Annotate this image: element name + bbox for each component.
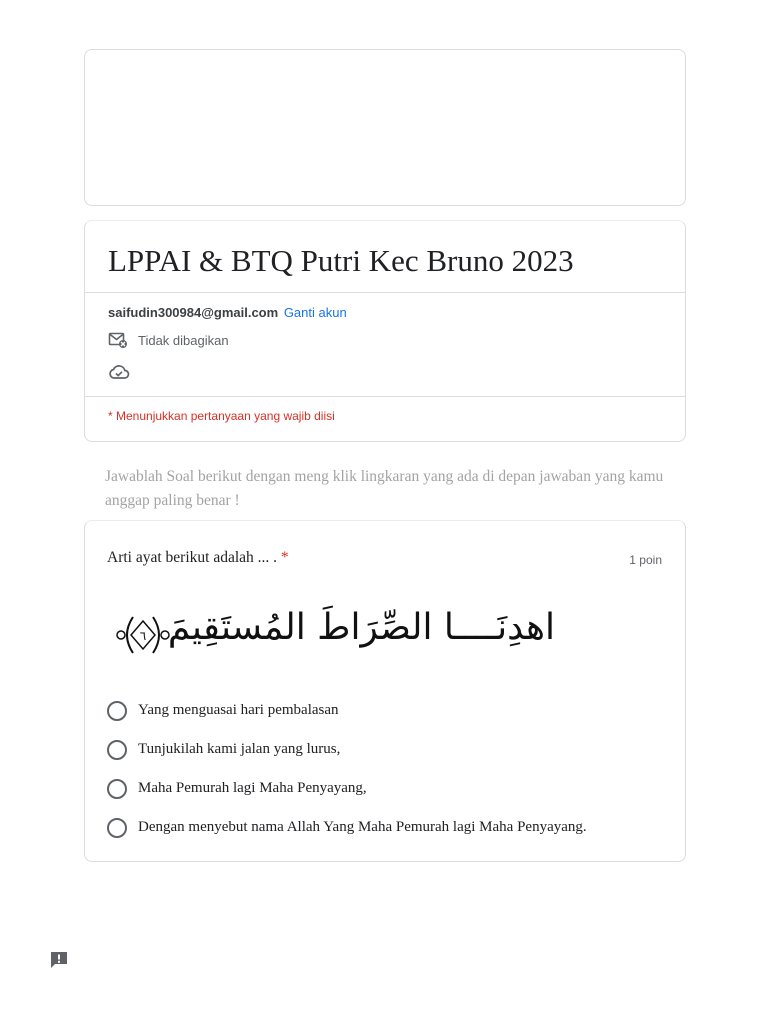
report-feedback-icon[interactable]: [49, 950, 69, 970]
question-points: 1 poin: [629, 553, 662, 567]
divider: [85, 292, 685, 293]
account-email: saifudin300984@gmail.com: [108, 305, 279, 320]
question-title: [107, 549, 289, 567]
form-header-card: [84, 220, 686, 442]
not-shared-row: [108, 331, 229, 349]
ayah-marker-icon: [115, 613, 171, 657]
radio-button[interactable]: [107, 701, 127, 721]
header-banner: [84, 49, 686, 206]
form-description: Jawablah Soal berikut dengan meng klik lingkaran yang ada di depan jawaban yang kamu anggap paling benar !: [105, 468, 664, 509]
radio-button[interactable]: [107, 818, 127, 838]
arabic-verse-text: اهدِنَــــا الصِّرَاطَ المُستَقِيمَ: [167, 607, 555, 648]
answer-option[interactable]: [107, 730, 587, 769]
quran-verse-image: [115, 605, 555, 665]
question-text: Arti ayat berikut adalah ... .: [107, 549, 278, 566]
option-label: Dengan menyebut nama Allah Yang Maha Pemurah lagi Maha Penyayang.: [138, 819, 587, 835]
ayah-number: ٦: [139, 629, 147, 643]
cloud-saved-icon: [108, 363, 130, 381]
answer-option[interactable]: [107, 769, 587, 808]
question-card: [84, 520, 686, 862]
required-asterisk: *: [280, 549, 289, 566]
account-row: [108, 305, 347, 320]
answer-option[interactable]: [107, 808, 587, 847]
radio-button[interactable]: [107, 740, 127, 760]
divider: [85, 396, 685, 397]
answer-options: [107, 691, 587, 847]
mail-off-icon: [108, 331, 128, 349]
required-note: * Menunjukkan pertanyaan yang wajib diisi: [108, 409, 335, 423]
form-title: LPPAI & BTQ Putri Kec Bruno 2023: [108, 243, 574, 278]
not-shared-label: Tidak dibagikan: [138, 332, 229, 348]
option-label: Yang menguasai hari pembalasan: [138, 702, 339, 718]
answer-option[interactable]: [107, 691, 587, 730]
option-label: Tunjukilah kami jalan yang lurus,: [138, 741, 341, 757]
switch-account-link[interactable]: Ganti akun: [283, 305, 347, 320]
option-label: Maha Pemurah lagi Maha Penyayang,: [138, 780, 367, 796]
radio-button[interactable]: [107, 779, 127, 799]
